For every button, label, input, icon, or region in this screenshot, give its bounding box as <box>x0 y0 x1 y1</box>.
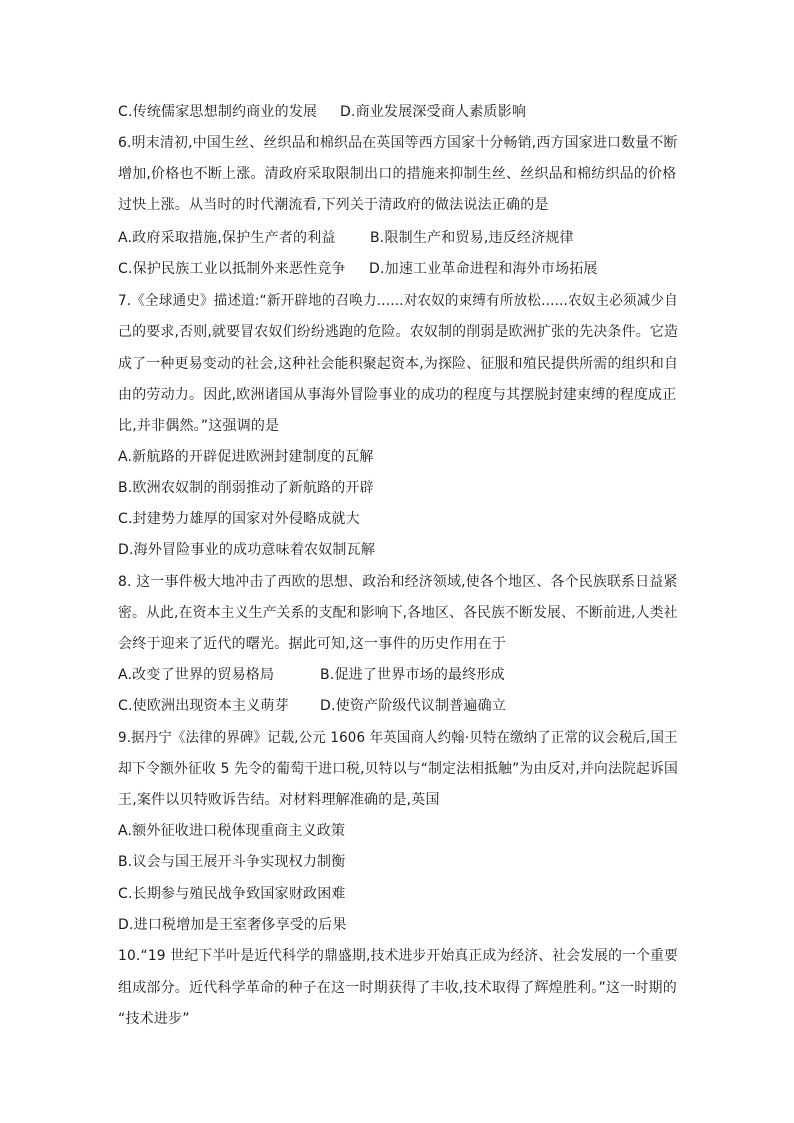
q9-stem-line-3: 王,案件以贝特败诉告结。对材料理解准确的是,英国 <box>118 792 440 808</box>
q7-stem-line-3: 成了一种更易变动的社会,这种社会能积聚起资本,为探险、征服和殖民提供所需的组织和自 <box>118 356 679 372</box>
q6-option-d: D.加速工业革命进程和海外市场拓展 <box>369 261 598 277</box>
q5-option-c: C.传统儒家思想制约商业的发展 <box>118 104 318 120</box>
q5-options-cd <box>118 102 527 122</box>
q6-options-ab <box>118 228 574 248</box>
q6-options-cd <box>118 259 598 279</box>
q6-stem-line-2: 增加,价格也不断上涨。清政府采取限制出口的措施来抑制生丝、丝织品和棉纺织品的价格 <box>118 166 677 182</box>
q8-stem-line-2: 密。从此,在资本主义生产关系的支配和影响下,各地区、各民族不断发展、不断前进,人类社 <box>118 605 678 621</box>
q9-option-d: D.进口税增加是王室奢侈享受的后果 <box>118 917 347 933</box>
q8-options-ab <box>118 665 505 685</box>
q7-stem-line-1: 7.《全球通史》描述道:“新开辟地的召唤力......对农奴的束缚有所放松......农奴主必须减少自 <box>118 293 678 309</box>
q8-option-d: D.使资产阶级代议制普遍确立 <box>320 698 507 714</box>
q8-options-cd <box>118 696 507 716</box>
q10-stem-line-3: “技术进步” <box>118 1011 190 1027</box>
q9-option-a: A.额外征收进口税体现重商主义政策 <box>118 823 346 839</box>
q9-option-b: B.议会与国王展开斗争实现权力制衡 <box>118 854 346 870</box>
q7-option-d: D.海外冒险事业的成功意味着农奴制瓦解 <box>118 542 376 558</box>
q6-option-c: C.保护民族工业以抵制外来恶性竞争 <box>118 261 346 277</box>
q6-stem-line-1: 6.明末清初,中国生丝、丝织品和棉织品在英国等西方国家十分畅销,西方国家进口数量不断 <box>118 135 678 151</box>
q8-option-c: C.使欧洲出现资本主义萌芽 <box>118 698 289 714</box>
q8-stem-line-1: 8. 这一事件极大地冲击了西欧的思想、政治和经济领域,使各个地区、各个民族联系日益紧 <box>118 574 678 590</box>
q10-stem-line-1: 10.“19 世纪下半叶是近代科学的鼎盛期,技术进步开始真正成为经济、社会发展的一个重要 <box>118 948 679 964</box>
q10-stem-line-2: 组成部分。近代科学革命的种子在这一时期获得了丰收,技术取得了辉煌胜利。”这一时期的 <box>118 980 677 996</box>
q9-stem-line-2: 却下令额外征收 5 先令的葡萄干进口税,贝特以与“制定法相抵触”为由反对,并向法院起诉国 <box>118 761 679 777</box>
q8-stem-line-3: 会终于迎来了近代的曙光。据此可知,这一事件的历史作用在于 <box>118 636 507 652</box>
q5-option-d: D.商业发展深受商人素质影响 <box>340 104 527 120</box>
q7-option-c: C.封建势力雄厚的国家对外侵略成就大 <box>118 511 360 527</box>
q8-option-b: B.促进了世界市场的最终形成 <box>320 667 505 683</box>
q7-stem-line-5: 比,并非偶然。”这强调的是 <box>118 418 280 434</box>
q9-option-c: C.长期参与殖民战争致国家财政困难 <box>118 886 346 902</box>
q8-option-a: A.改变了世界的贸易格局 <box>118 667 275 683</box>
q6-option-b: B.限制生产和贸易,违反经济规律 <box>370 230 574 246</box>
q7-option-b: B.欧洲农奴制的削弱推动了新航路的开辟 <box>118 480 374 496</box>
q6-option-a: A.政府采取措施,保护生产者的利益 <box>118 230 336 246</box>
q6-stem-line-3: 过快上涨。从当时的时代潮流看,下列关于清政府的做法说法正确的是 <box>118 197 549 213</box>
q7-stem-line-4: 由的劳动力。因此,欧洲诸国从事海外冒险事业的成功的程度与其摆脱封建束缚的程度成正 <box>118 387 677 403</box>
q9-stem-line-1: 9.据丹宁《法律的界碑》记载,公元 1606 年英国商人约翰·贝特在缴纳了正常的议会税后,国王 <box>118 730 678 746</box>
q7-stem-line-2: 己的要求,否则,就要冒农奴们纷纷逃跑的危险。农奴制的削弱是欧洲扩张的先决条件。它造 <box>118 324 679 340</box>
q7-option-a: A.新航路的开辟促进欧洲封建制度的瓦解 <box>118 449 374 465</box>
